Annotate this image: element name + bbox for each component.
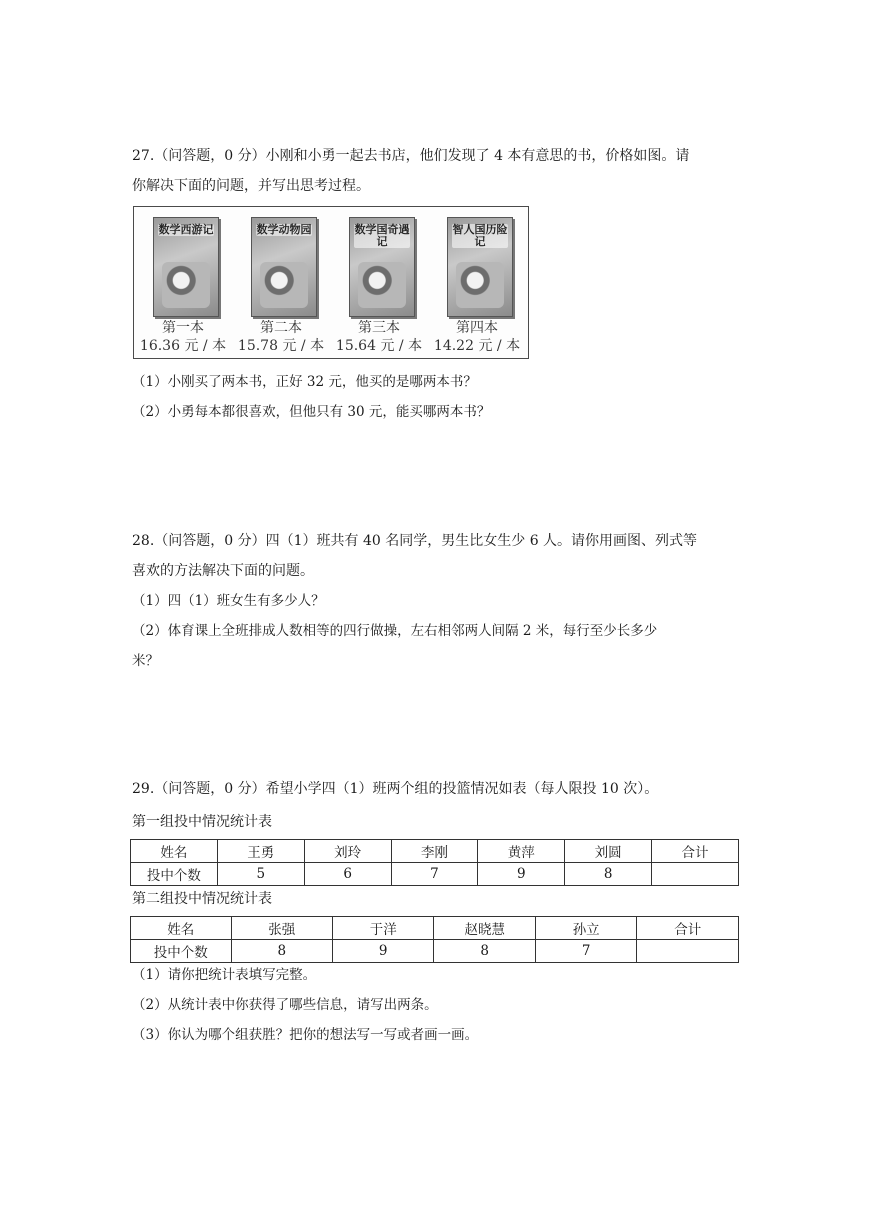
question-28-sub2-line1: （2）体育课上全班排成人数相等的四行做操，左右相邻两人间隔 2 米，每行至少长多少	[132, 623, 658, 639]
table-total-cell[interactable]	[652, 863, 739, 886]
question-27-subquestions	[132, 367, 742, 427]
book-cover-art	[456, 262, 504, 308]
question-28-stem-line1: 28.（问答题，0 分）四（1）班共有 40 名同学，男生比女生少 6 人。请你用画图、列式等	[132, 533, 698, 549]
book-label: 第三本	[358, 320, 400, 336]
book-price: 16.36 元 / 本	[139, 338, 227, 354]
question-27-stem-line2: 你解决下面的问题，并写出思考过程。	[132, 178, 370, 194]
book-cover-title: 数学国奇遇记	[354, 223, 410, 248]
book-price: 15.78 元 / 本	[237, 338, 325, 354]
table-cell: 合计	[652, 840, 739, 863]
book-label: 第四本	[456, 320, 498, 336]
table-row	[131, 917, 739, 940]
table-cell: 李刚	[391, 840, 478, 863]
book-2	[233, 207, 329, 358]
table-cell: 9	[332, 940, 433, 963]
table-cell: 6	[304, 863, 391, 886]
question-28-sub1: （1）四（1）班女生有多少人？	[132, 593, 325, 609]
table-cell: 王勇	[217, 840, 304, 863]
table-cell: 于洋	[332, 917, 433, 940]
table-group-2	[130, 916, 739, 963]
table-cell: 姓名	[131, 917, 232, 940]
question-27	[132, 141, 742, 201]
question-29-sub2: （2）从统计表中你获得了哪些信息，请写出两条。	[132, 997, 438, 1013]
book-cover-image	[447, 217, 513, 317]
book-cover-art	[260, 262, 308, 308]
table-2-caption: 第二组投中情况统计表	[132, 891, 272, 907]
question-27-stem-line1: 27.（问答题，0 分）小刚和小勇一起去书店，他们发现了 4 本有意思的书，价格如图。请	[132, 148, 690, 164]
book-cover-title: 数学西游记	[158, 223, 214, 236]
book-price: 14.22 元 / 本	[433, 338, 521, 354]
table-row	[131, 863, 739, 886]
book-cover-image	[153, 217, 219, 317]
table-cell: 黄萍	[478, 840, 565, 863]
table-cell: 8	[231, 940, 332, 963]
table-cell: 姓名	[131, 840, 218, 863]
question-27-sub2: （2）小勇每本都很喜欢，但他只有 30 元，能买哪两本书？	[132, 404, 491, 420]
question-28-sub2-line2: 米？	[132, 653, 159, 669]
table-cell: 刘玲	[304, 840, 391, 863]
table-cell: 赵晓慧	[434, 917, 535, 940]
question-29-sub3: （3）你认为哪个组获胜？把你的想法写一写或者画一画。	[132, 1027, 479, 1043]
book-cover-art	[358, 262, 406, 308]
table-cell: 7	[535, 940, 636, 963]
question-29	[132, 774, 742, 804]
book-cover-art	[162, 262, 210, 308]
table-group-1	[130, 839, 739, 886]
table-cell: 投中个数	[131, 863, 218, 886]
book-label: 第一本	[162, 320, 204, 336]
table-cell: 5	[217, 863, 304, 886]
question-29-sub1: （1）请你把统计表填写完整。	[132, 967, 317, 983]
table-cell: 张强	[231, 917, 332, 940]
table-cell: 孙立	[535, 917, 636, 940]
books-figure	[133, 206, 529, 359]
question-28	[132, 526, 742, 676]
book-label: 第二本	[260, 320, 302, 336]
table-cell: 8	[434, 940, 535, 963]
book-price: 15.64 元 / 本	[335, 338, 423, 354]
table-cell: 投中个数	[131, 940, 232, 963]
table-cell: 7	[391, 863, 478, 886]
table-cell: 9	[478, 863, 565, 886]
question-28-stem-line2: 喜欢的方法解决下面的问题。	[132, 563, 314, 579]
book-cover-image	[349, 217, 415, 317]
book-4	[429, 207, 525, 358]
table-row	[131, 840, 739, 863]
table-cell: 合计	[637, 917, 739, 940]
question-29-subquestions	[132, 960, 742, 1050]
table-cell: 8	[565, 863, 652, 886]
book-cover-title: 智人国历险记	[452, 223, 508, 248]
table-cell: 刘圆	[565, 840, 652, 863]
question-27-sub1: （1）小刚买了两本书，正好 32 元，他买的是哪两本书？	[132, 374, 477, 390]
book-cover-title: 数学动物园	[256, 223, 312, 236]
question-29-stem: 29.（问答题，0 分）希望小学四（1）班两个组的投篮情况如表（每人限投 10 次）。	[132, 781, 659, 797]
table-1-caption: 第一组投中情况统计表	[132, 814, 272, 830]
book-1	[135, 207, 231, 358]
book-3	[331, 207, 427, 358]
book-cover-image	[251, 217, 317, 317]
